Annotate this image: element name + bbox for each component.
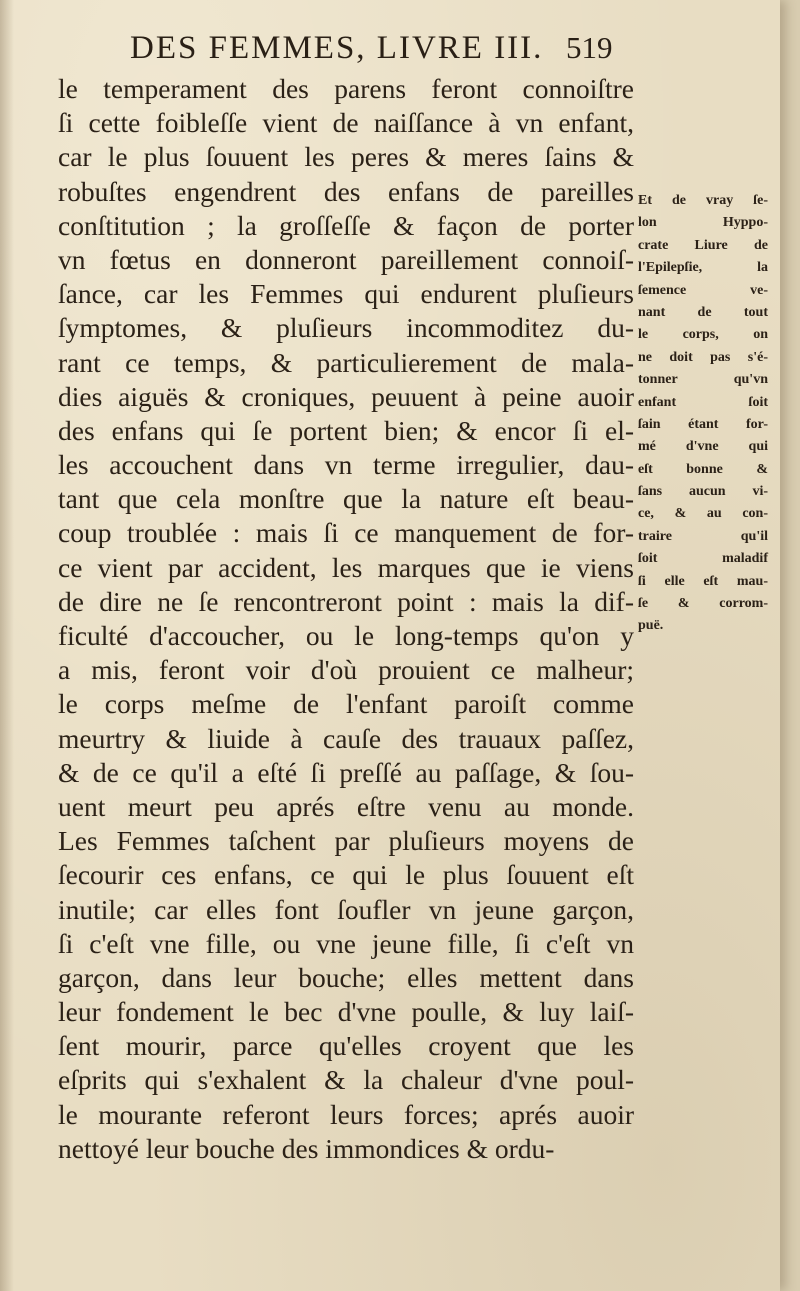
page-gutter-shadow xyxy=(0,0,14,1291)
text-line: les accouchent dans vn terme irregulier, dau- xyxy=(58,449,634,481)
text-line: robuſtes engendrent des enfans de pareilles xyxy=(58,175,634,207)
margin-note-line: ce, & au con- xyxy=(638,506,768,522)
text-line: coup troublée : mais ſi ce manquement de for- xyxy=(58,517,634,549)
running-title: DES FEMMES, LIVRE III. xyxy=(130,30,544,66)
text-line: des enfans qui ſe portent bien; & encor ſi el- xyxy=(58,414,634,446)
margin-note-line: eſt bonne & xyxy=(638,461,768,477)
margin-note-line: ſemence ve- xyxy=(638,282,768,298)
margin-note-line: Et de vray ſe- xyxy=(638,193,768,208)
text-line: ſance, car les Femmes qui endurent pluſieurs xyxy=(58,278,634,310)
text-line: car le plus ſouuent les peres & meres ſains & xyxy=(58,141,634,173)
marginal-note xyxy=(638,190,768,638)
margin-note-line: mé d'vne qui xyxy=(638,439,768,455)
text-line: & de ce qu'il a eſté ſi preſſé au paſſage, & ſou- xyxy=(58,756,634,788)
margin-note-line: ſans aucun vi- xyxy=(638,484,768,500)
text-line: le temperament des parens feront connoiſtre xyxy=(58,73,634,104)
text-line: ſecourir ces enfans, ce qui le plus ſouuent eſt xyxy=(58,859,634,891)
margin-note-line: ne doit pas s'é- xyxy=(638,349,768,365)
margin-note-line: lon Hyppo- xyxy=(638,215,768,231)
text-line: ce vient par accident, les marques que ie viens xyxy=(58,551,634,583)
text-line: conſtitution ; la groſſeſſe & façon de porter xyxy=(58,209,634,241)
margin-note-line: tonner qu'vn xyxy=(638,372,768,388)
text-line: a mis, feront voir d'où prouient ce malheur; xyxy=(58,654,634,686)
text-line: eſprits qui s'exhalent & la chaleur d'vne poul- xyxy=(58,1064,634,1096)
text-line: vn fœtus en donneront pareillement connoiſ- xyxy=(58,243,634,275)
margin-note-line: l'Epilepſie, la xyxy=(638,260,768,276)
text-line: leur fondement le bec d'vne poulle, & luy laiſ- xyxy=(58,996,634,1028)
text-line: rant ce temps, & particulierement de mala- xyxy=(58,346,634,378)
margin-note-line: ſi elle eſt mau- xyxy=(638,573,768,589)
text-line: ſi c'eſt vne fille, ou vne jeune fille, ſi c'eſt vn xyxy=(58,927,634,959)
text-line: garçon, dans leur bouche; elles mettent dans xyxy=(58,961,634,993)
margin-note-line: ſoit maladif xyxy=(638,551,768,567)
text-line: nettoyé leur bouche des immondices & ordu- xyxy=(58,1132,555,1164)
text-line: Les Femmes taſchent par pluſieurs moyens de xyxy=(58,825,634,857)
margin-note-line: traire qu'il xyxy=(638,528,768,544)
text-line: tant que cela monſtre que la nature eſt beau- xyxy=(58,483,634,515)
margin-note-line: crate Liure de xyxy=(638,237,768,253)
text-line: le corps meſme de l'enfant paroiſt comme xyxy=(58,688,634,720)
margin-note-line: nant de tout xyxy=(638,304,768,320)
text-line: ſent mourir, parce qu'elles croyent que les xyxy=(58,1030,634,1062)
text-line: inutile; car elles font ſoufler vn jeune garçon, xyxy=(58,893,634,925)
text-line: ficulté d'accoucher, ou le long-temps qu'on y xyxy=(58,620,634,651)
text-line: dies aiguës & croniques, peuuent à peine auoir xyxy=(58,380,634,412)
text-line: meurtry & liuide à cauſe des trauaux paſſez, xyxy=(58,722,634,754)
text-line: ſi cette foibleſſe vient de naiſſance à vn enfant, xyxy=(58,107,634,139)
margin-note-line: enfant ſoit xyxy=(638,394,768,410)
main-text-block xyxy=(58,72,634,1166)
margin-note-line: ſain étant for- xyxy=(638,416,768,432)
page-number: 519 xyxy=(566,30,613,65)
text-line: uent meurt peu aprés eſtre venu au monde. xyxy=(58,790,634,822)
text-line: ſymptomes, & pluſieurs incommoditez du- xyxy=(58,312,634,344)
margin-note-line: le corps, on xyxy=(638,327,768,343)
margin-note-line: puë. xyxy=(638,618,664,634)
text-line: le mourante referont leurs forces; aprés auoir xyxy=(58,1098,634,1130)
text-line: de dire ne ſe rencontreront point : mais la dif- xyxy=(58,585,634,617)
margin-note-line: ſe & corrom- xyxy=(638,596,768,612)
